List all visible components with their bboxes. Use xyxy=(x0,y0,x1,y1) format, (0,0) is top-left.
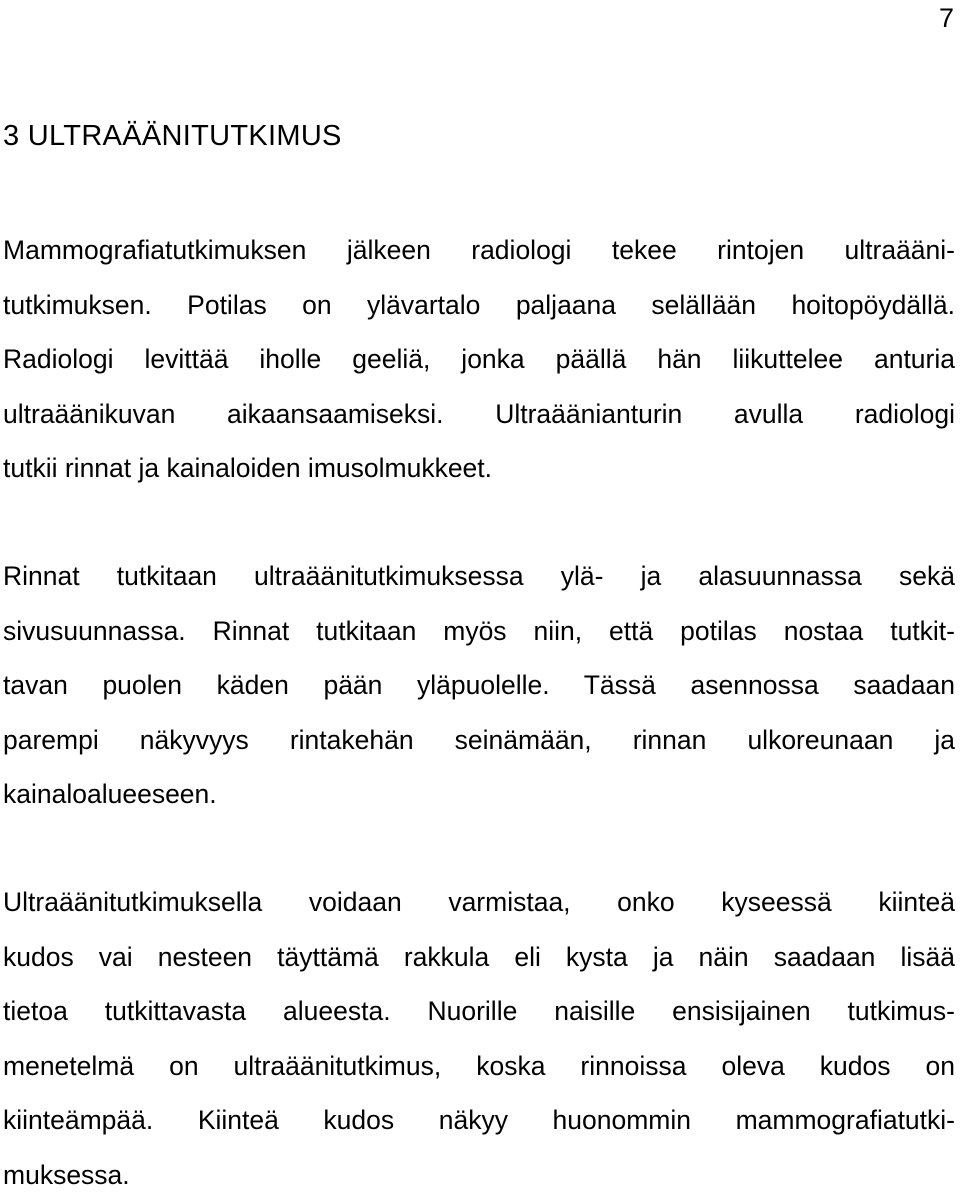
paragraph-line: muksessa. xyxy=(3,1159,130,1190)
paragraph-line: tavan puolen käden pään yläpuolelle. Tässä asennossa saadaan xyxy=(3,670,955,701)
paragraph-line: Mammografiatutkimuksen jälkeen radiologi tekee rintojen ultraääni- xyxy=(3,235,955,265)
paragraph-line: tutkimuksen. Potilas on ylävartalo paljaana selällään hoitopöydällä. xyxy=(3,289,955,320)
paragraph-line: Rinnat tutkitaan ultraäänitutkimuksessa ylä- ja alasuunnassa sekä xyxy=(3,561,955,591)
paragraph-line: kudos vai nesteen täyttämä rakkula eli kysta ja näin saadaan lisää xyxy=(3,941,955,972)
paragraph-line: menetelmä on ultraäänitutkimus, koska rinnoissa oleva kudos on xyxy=(3,1050,955,1081)
paragraph-3 xyxy=(3,875,955,1203)
paragraph-line: tutkii rinnat ja kainaloiden imusolmukkeet. xyxy=(3,453,493,484)
paragraph-1 xyxy=(3,223,955,496)
paragraph-2 xyxy=(3,549,955,822)
paragraph-line: kainaloalueeseen. xyxy=(3,779,217,810)
paragraph-line: ultraäänikuvan aikaansaamiseksi. Ultraäänianturin avulla radiologi xyxy=(3,398,955,429)
section-heading: 3 ULTRAÄÄNITUTKIMUS xyxy=(3,120,342,152)
paragraph-line: parempi näkyvyys rintakehän seinämään, rinnan ulkoreunaan ja xyxy=(3,724,955,755)
paragraph-line: Ultraäänitutkimuksella voidaan varmistaa, onko kyseessä kiinteä xyxy=(3,887,955,917)
paragraph-line: Radiologi levittää iholle geeliä, jonka päällä hän liikuttelee anturia xyxy=(3,344,955,375)
page-number: 7 xyxy=(938,3,954,33)
paragraph-line: kiinteämpää. Kiinteä kudos näkyy huonommin mammografiatutki- xyxy=(3,1105,955,1136)
paragraph-line: sivusuunnassa. Rinnat tutkitaan myös niin, että potilas nostaa tutkit- xyxy=(3,615,955,646)
paragraph-line: tietoa tutkittavasta alueesta. Nuorille naisille ensisijainen tutkimus- xyxy=(3,996,955,1027)
